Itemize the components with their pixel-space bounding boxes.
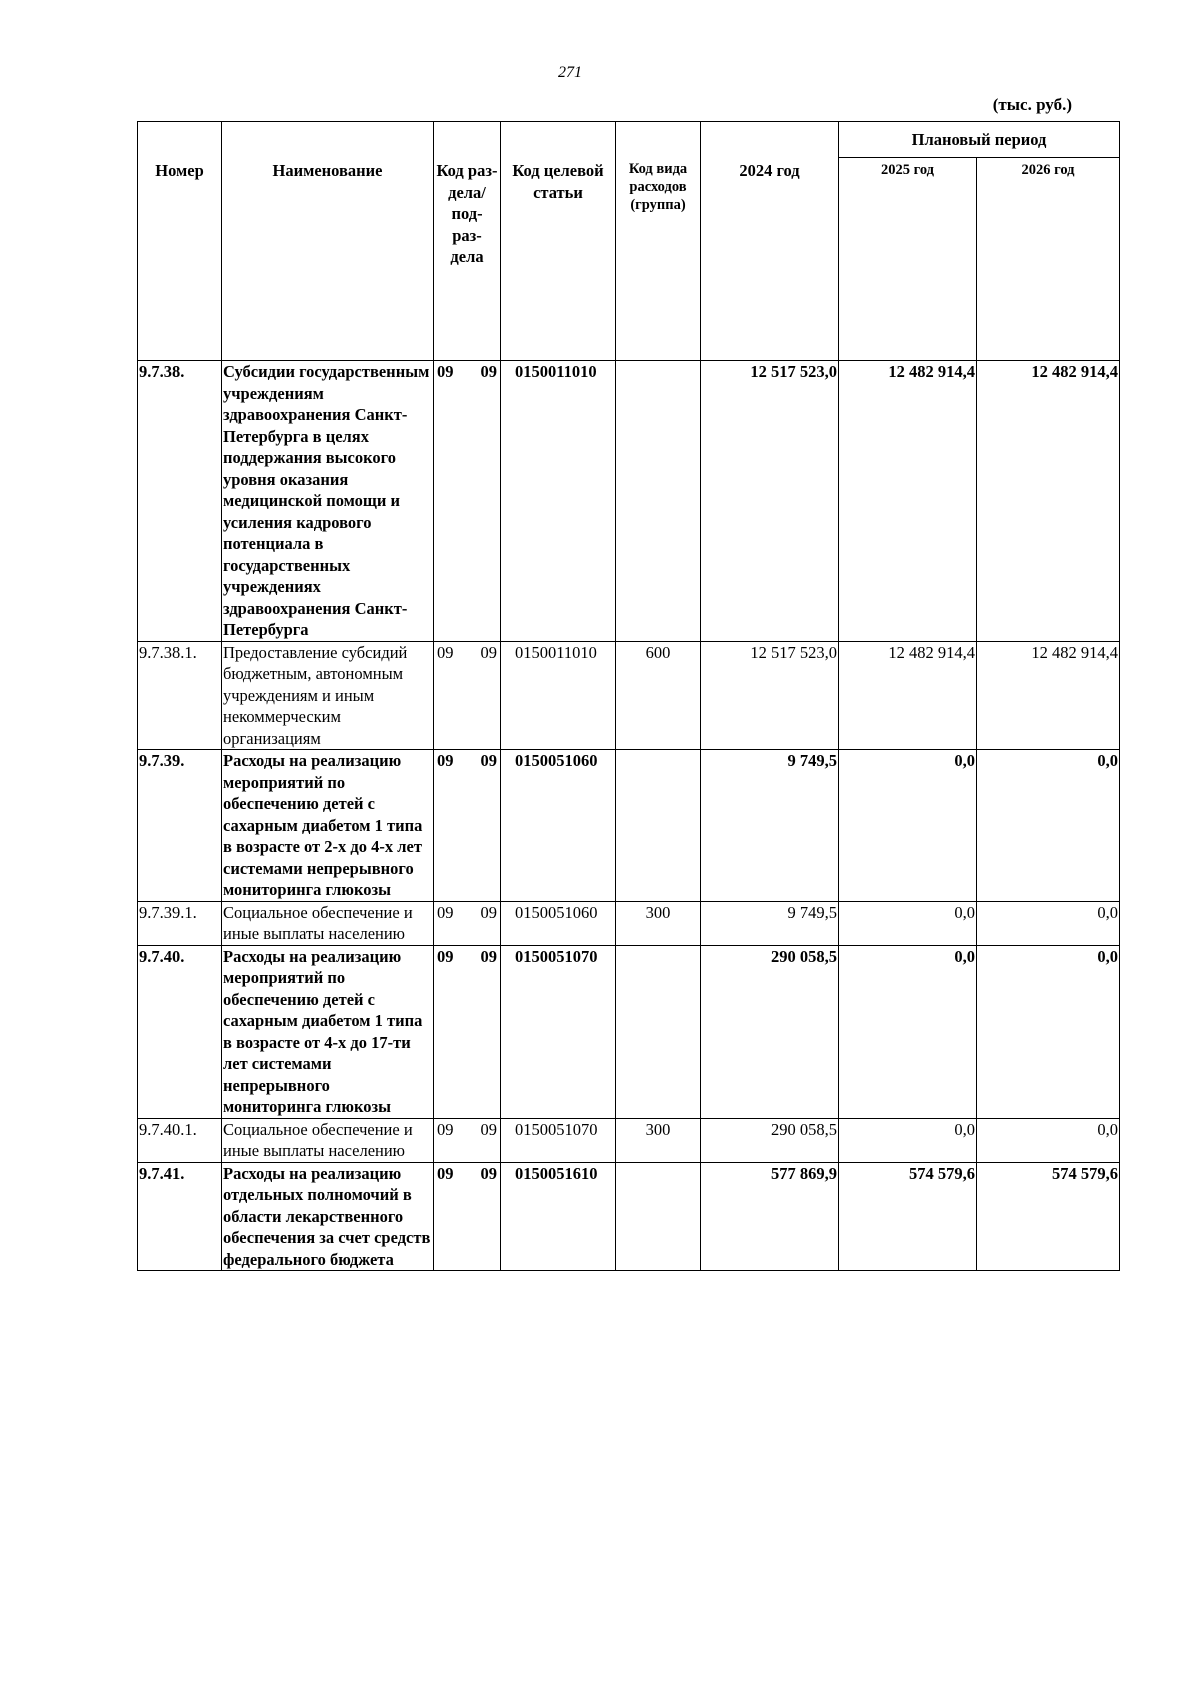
- row-subsection: 09: [480, 1163, 497, 1183]
- row-subsection: 09: [480, 642, 497, 662]
- row-section: 09: [437, 751, 454, 770]
- row-section-code: [434, 901, 501, 945]
- row-number: 9.7.39.: [138, 750, 222, 902]
- row-2026: 12 482 914,4: [977, 641, 1120, 750]
- table-row: [138, 641, 1120, 750]
- header-number: Номер: [138, 122, 222, 361]
- row-2024: 9 749,5: [701, 901, 839, 945]
- row-section: 09: [437, 1163, 454, 1183]
- row-section: 09: [437, 362, 454, 381]
- row-2025: 0,0: [839, 1118, 977, 1162]
- row-2026: 0,0: [977, 1118, 1120, 1162]
- row-target-code: 0150011010: [501, 361, 616, 642]
- row-section-code: [434, 1118, 501, 1162]
- row-target-code: 0150011010: [501, 641, 616, 750]
- row-2026: 0,0: [977, 945, 1120, 1118]
- row-target-code: 0150051070: [501, 1118, 616, 1162]
- row-2025: 574 579,6: [839, 1162, 977, 1271]
- row-2024: 12 517 523,0: [701, 641, 839, 750]
- header-name: Наименование: [222, 122, 434, 361]
- row-2026: 0,0: [977, 901, 1120, 945]
- row-target-code: 0150051060: [501, 901, 616, 945]
- row-expense-type: 300: [616, 901, 701, 945]
- table-row: [138, 750, 1120, 902]
- row-name: Расходы на реализацию отдельных полномочий в области лекарственного обеспечения за счет средств федерального бюджета: [222, 1162, 434, 1271]
- row-section: 09: [437, 902, 454, 922]
- row-section-code: [434, 361, 501, 642]
- row-name: Субсидии государственным учреждениям здравоохранения Санкт-Петербурга в целях поддержания высокого уровня оказания медицинской помощи и усиления кадрового потенциала в государственных учреждениях здравоохранения Санкт-Петербурга: [222, 361, 434, 642]
- row-subsection: 09: [480, 902, 497, 922]
- row-expense-type: 300: [616, 1118, 701, 1162]
- row-section-code: [434, 641, 501, 750]
- page-number: 271: [558, 64, 582, 81]
- table-row: [138, 361, 1120, 642]
- row-section-code: [434, 945, 501, 1118]
- row-2024: 290 058,5: [701, 1118, 839, 1162]
- table-row: [138, 901, 1120, 945]
- row-2025: 0,0: [839, 945, 977, 1118]
- row-name: Социальное обеспечение и иные выплаты населению: [222, 1118, 434, 1162]
- row-name: Предоставление субсидий бюджетным, автономным учреждениям и иным некоммерческим организациям: [222, 641, 434, 750]
- header-planned-period: Плановый период: [839, 122, 1120, 158]
- row-subsection: 09: [480, 362, 497, 381]
- row-2025: 12 482 914,4: [839, 641, 977, 750]
- row-2024: 290 058,5: [701, 945, 839, 1118]
- header-2026: 2026 год: [977, 158, 1120, 361]
- row-2024: 577 869,9: [701, 1162, 839, 1271]
- row-2024: 9 749,5: [701, 750, 839, 902]
- row-subsection: 09: [480, 751, 497, 770]
- row-2026: 574 579,6: [977, 1162, 1120, 1271]
- units-label: (тыс. руб.): [992, 95, 1072, 114]
- table-row: [138, 1162, 1120, 1271]
- row-name: Расходы на реализацию мероприятий по обеспечению детей с сахарным диабетом 1 типа в возрасте от 2-х до 4-х лет системами непрерывного мониторинга глюкозы: [222, 750, 434, 902]
- table-row: [138, 945, 1120, 1118]
- row-section-code: [434, 1162, 501, 1271]
- budget-table: [137, 121, 1120, 1271]
- row-section: 09: [437, 946, 454, 966]
- row-section-code: [434, 750, 501, 902]
- row-2025: 12 482 914,4: [839, 361, 977, 642]
- row-2025: 0,0: [839, 750, 977, 902]
- row-name: Социальное обеспечение и иные выплаты населению: [222, 901, 434, 945]
- table-row: [138, 1118, 1120, 1162]
- row-number: 9.7.40.: [138, 945, 222, 1118]
- row-expense-type: 600: [616, 641, 701, 750]
- row-number: 9.7.41.: [138, 1162, 222, 1271]
- row-expense-type: [616, 945, 701, 1118]
- row-expense-type: [616, 750, 701, 902]
- header-target-code: Код целевой статьи: [501, 122, 616, 361]
- header-expense-type: Код вида расходов (группа): [616, 122, 701, 361]
- header-row-1: [138, 122, 1120, 158]
- row-2024: 12 517 523,0: [701, 361, 839, 642]
- row-2026: 0,0: [977, 750, 1120, 902]
- row-expense-type: [616, 361, 701, 642]
- row-name: Расходы на реализацию мероприятий по обеспечению детей с сахарным диабетом 1 типа в возрасте от 4-х до 17-ти лет системами непрерывного мониторинга глюкозы: [222, 945, 434, 1118]
- row-target-code: 0150051070: [501, 945, 616, 1118]
- row-number: 9.7.38.: [138, 361, 222, 642]
- row-subsection: 09: [480, 1119, 497, 1139]
- header-2024: 2024 год: [701, 122, 839, 361]
- row-target-code: 0150051060: [501, 750, 616, 902]
- row-section: 09: [437, 1119, 454, 1139]
- row-target-code: 0150051610: [501, 1162, 616, 1271]
- row-2026: 12 482 914,4: [977, 361, 1120, 642]
- row-number: 9.7.39.1.: [138, 901, 222, 945]
- row-subsection: 09: [480, 946, 497, 966]
- header-section-code: Код раз- дела/ под- раз- дела: [434, 122, 501, 361]
- row-number: 9.7.40.1.: [138, 1118, 222, 1162]
- row-2025: 0,0: [839, 901, 977, 945]
- row-section: 09: [437, 642, 454, 662]
- row-expense-type: [616, 1162, 701, 1271]
- header-2025: 2025 год: [839, 158, 977, 361]
- row-number: 9.7.38.1.: [138, 641, 222, 750]
- table-body: [138, 361, 1120, 1271]
